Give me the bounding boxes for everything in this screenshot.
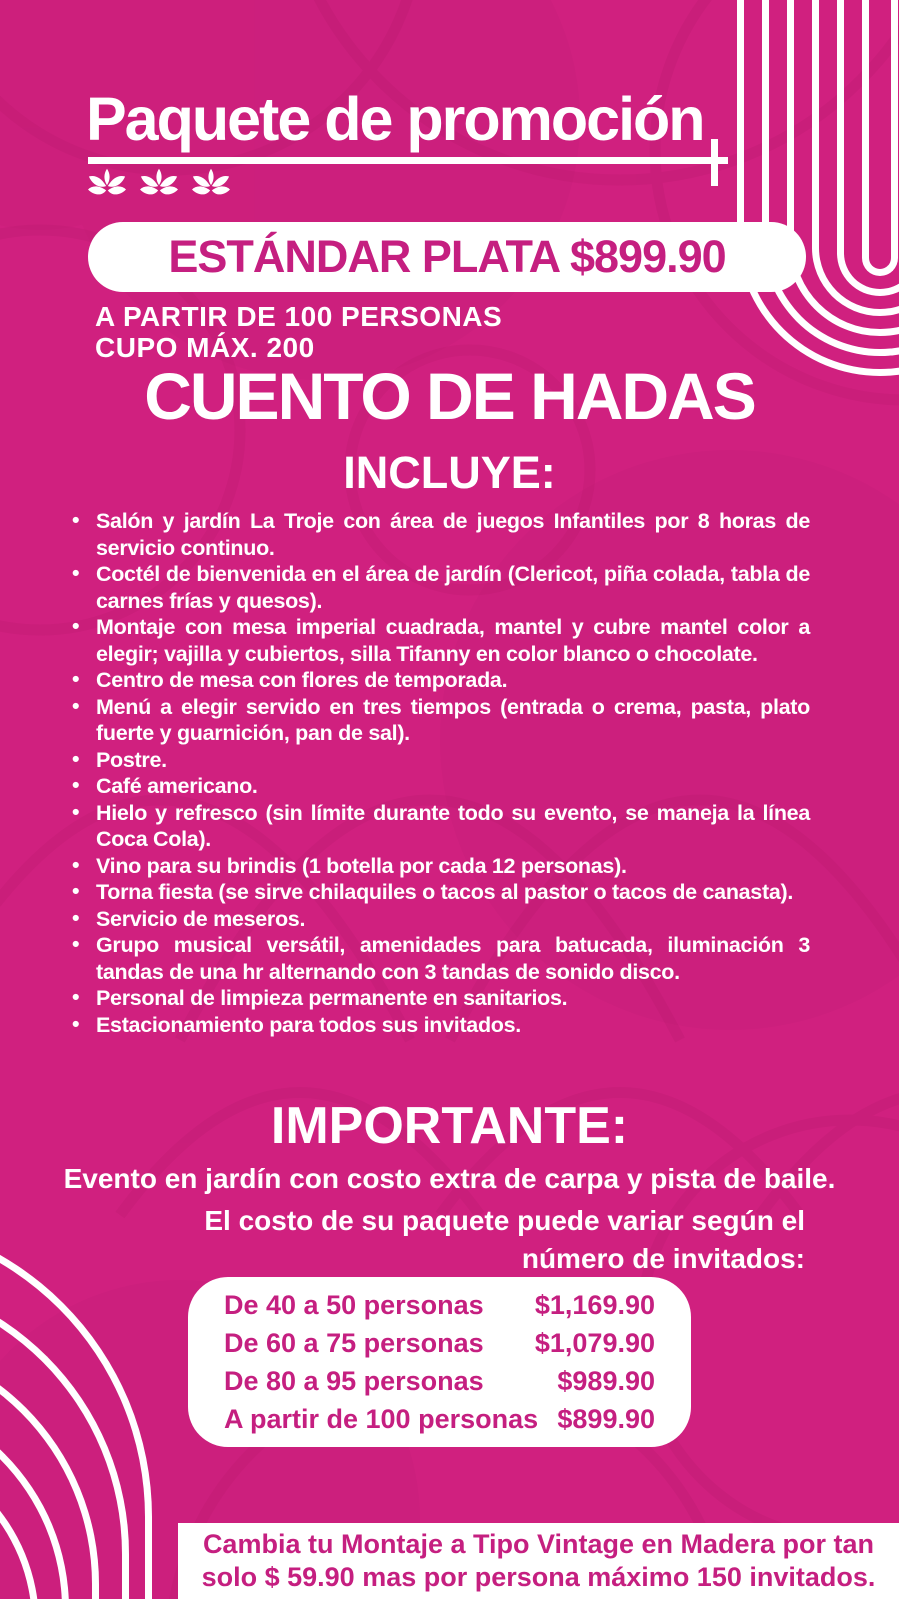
page-title: Paquete de promoción: [86, 85, 704, 153]
includes-heading: INCLUYE:: [343, 447, 556, 498]
price-row-label: De 40 a 50 personas: [224, 1290, 484, 1320]
includes-item: • Servicio de meseros.: [70, 906, 810, 933]
footer-note-line-1: Cambia tu Montaje a Tipo Vintage en Madera por tan: [202, 1529, 875, 1559]
price-row-price: $1,079.90: [534, 1328, 655, 1358]
includes-item: • Café americano.: [70, 773, 810, 800]
price-row: [224, 1327, 655, 1359]
includes-item: • Postre.: [70, 747, 810, 774]
price-row-label: De 80 a 95 personas: [224, 1366, 484, 1396]
price-row: [224, 1365, 655, 1397]
price-row-label: De 60 a 75 personas: [224, 1328, 484, 1358]
footer-band: [178, 1523, 899, 1599]
includes-item: • Coctél de bienvenida en el área de jardín (Clericot, piña colada, tabla de carnes frías y quesos).: [70, 561, 810, 614]
important-note: Evento en jardín con costo extra de carpa y pista de baile.: [63, 1163, 836, 1194]
includes-item: • Torna fiesta (se sirve chilaquiles o tacos al pastor o tacos de canasta).: [70, 879, 810, 906]
footer-note-line-2: solo $ 59.90 mas por persona máximo 150 invitados.: [201, 1562, 876, 1592]
price-row-price: $899.90: [557, 1404, 655, 1434]
capacity-info: [95, 301, 502, 363]
title-underline: [88, 157, 728, 164]
price-row: [224, 1403, 655, 1435]
includes-item: • Vino para su brindis (1 botella por cada 12 personas).: [70, 853, 810, 880]
includes-item: • Hielo y refresco (sin límite durante todo su evento, se maneja la línea Coca Cola).: [70, 800, 810, 853]
lotus-ornament-icon: [192, 168, 230, 204]
ornament-row: [88, 168, 230, 204]
title-underline-tick: [711, 139, 718, 186]
price-variation-note-line-2: número de invitados:: [521, 1243, 805, 1274]
includes-item: • Montaje con mesa imperial cuadrada, mantel y cubre mantel color a elegir; vajilla y cubiertos, silla Tifanny en color blanco o chocolate.: [70, 614, 810, 667]
package-name: CUENTO DE HADAS: [144, 359, 755, 433]
package-badge: [88, 222, 806, 292]
price-row-label: A partir de 100 personas: [224, 1404, 539, 1434]
includes-item: • Centro de mesa con flores de temporada.: [70, 667, 810, 694]
lotus-ornament-icon: [140, 168, 178, 204]
package-badge-label: ESTÁNDAR PLATA $899.90: [168, 231, 726, 282]
includes-item: • Salón y jardín La Troje con área de juegos Infantiles por 8 horas de servicio continuo.: [70, 508, 810, 561]
price-row-price: $989.90: [557, 1366, 655, 1396]
includes-item: • Grupo musical versátil, amenidades para batucada, iluminación 3 tandas de una hr alternando con 3 tandas de sonido disco.: [70, 932, 810, 985]
price-variation-note-line-1: El costo de su paquete puede variar según el: [204, 1205, 805, 1236]
price-variation-note: [204, 1202, 805, 1278]
capacity-line-1: A PARTIR DE 100 PERSONAS: [95, 301, 503, 332]
capacity-line-2: CUPO MÁX. 200: [95, 332, 315, 363]
includes-item: • Personal de limpieza permanente en sanitarios.: [70, 985, 810, 1012]
includes-item: • Estacionamiento para todos sus invitados.: [70, 1012, 810, 1039]
lotus-ornament-icon: [88, 168, 126, 204]
price-row-price: $1,169.90: [534, 1290, 655, 1320]
includes-item: • Menú a elegir servido en tres tiempos (entrada o crema, pasta, plato fuerte y guarnición, pan de sal).: [70, 694, 810, 747]
includes-list: [70, 508, 810, 1038]
price-row: [224, 1289, 655, 1321]
price-card: [188, 1277, 691, 1447]
important-heading: IMPORTANTE:: [270, 1097, 629, 1155]
